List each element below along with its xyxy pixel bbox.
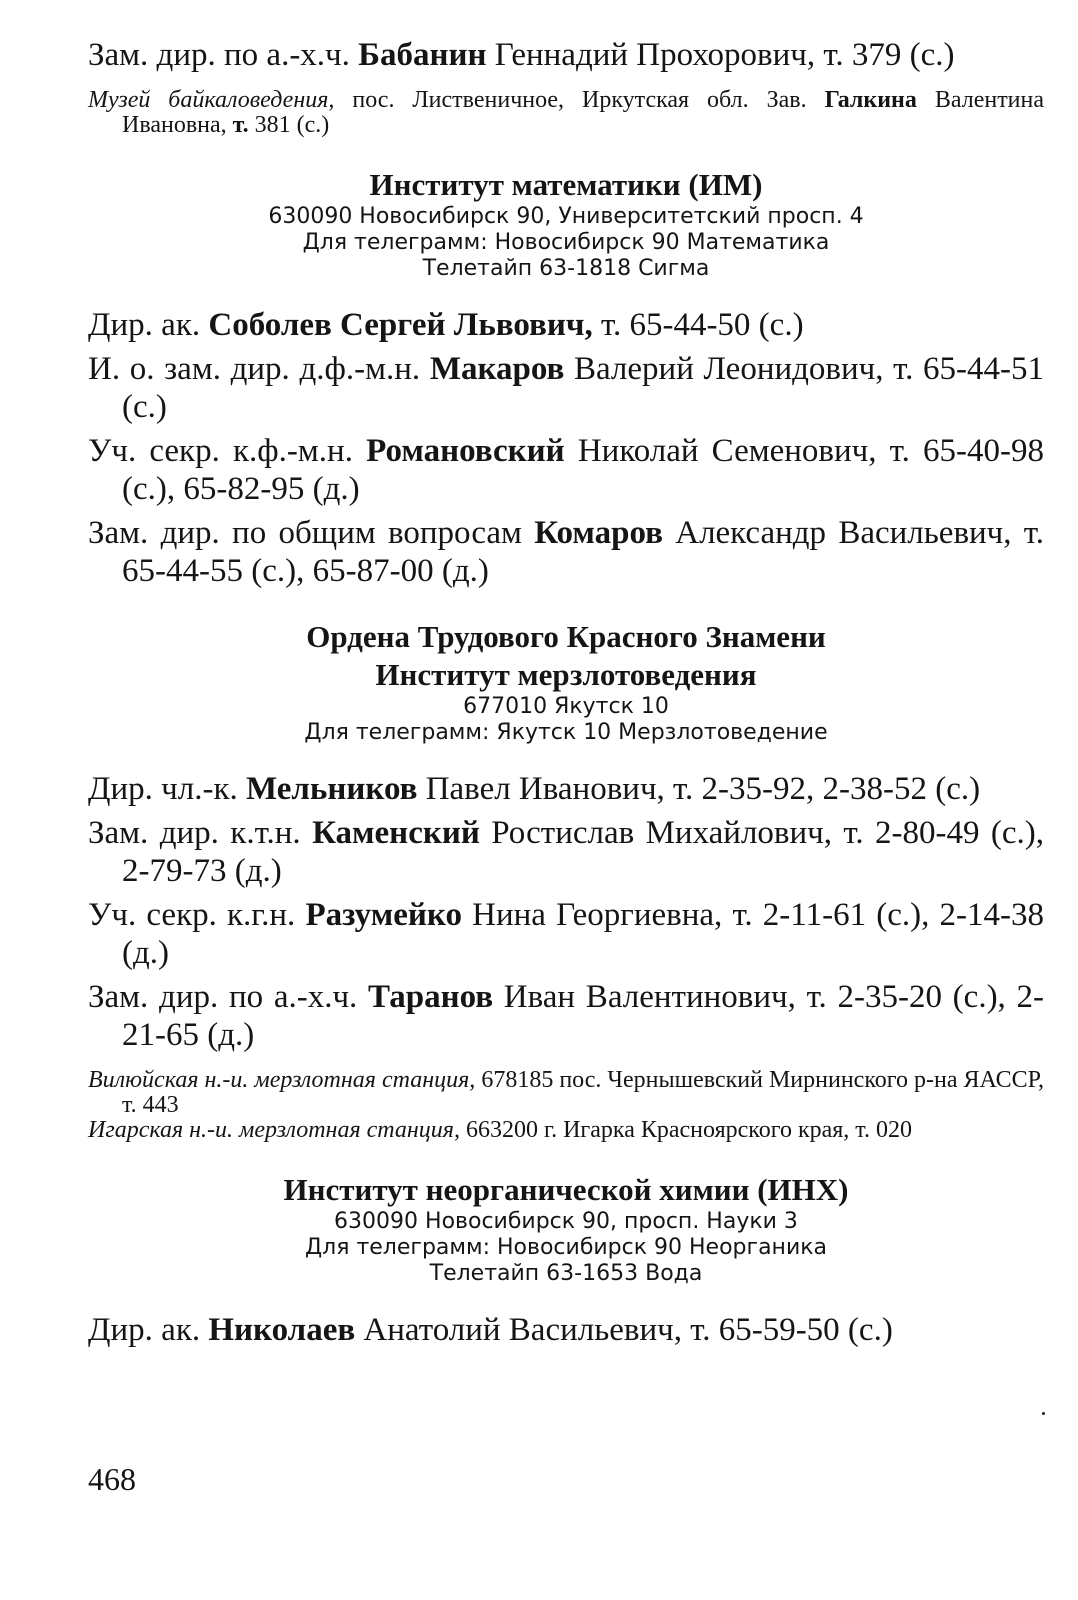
staff-entry: И. о. зам. дир. д.ф.-м.н. Макаров Валерий Леонидович, т. 65-44-51 (с.) <box>88 351 1044 425</box>
station-note <box>88 1118 1044 1143</box>
page-number: 468 <box>88 1461 136 1497</box>
staff-entry: Дир. ак. Соболев Сергей Львович, т. 65-44-50 (с.) <box>88 307 804 343</box>
institute-title: Ордена Трудового Красного Знамени <box>306 619 826 654</box>
institute-telegram-line: Для телеграмм: Новосибирск 90 Математика <box>302 230 830 255</box>
entry-details: Геннадий Прохорович, т. 379 (с.) <box>486 37 955 73</box>
institute-title: Институт неорганической химии (ИНХ) <box>283 1172 849 1207</box>
entry-surname: Бабанин <box>358 37 487 73</box>
museum-location: пос. Лиственичное, Иркутская обл. Зав. <box>334 87 825 113</box>
institute-title: Институт мерзлотоведения <box>375 657 757 692</box>
museum-tel: 381 (с.) <box>248 112 330 138</box>
institute-address-line: 630090 Новосибирск 90, просп. Науки 3 <box>334 1209 798 1234</box>
museum-tel-label: т. <box>232 112 249 138</box>
staff-entry: Уч. секр. к.ф.-м.н. Романовский Николай Семенович, т. 65-40-98 (с.), 65-82-95 (д.) <box>88 433 1044 507</box>
institute-teletype-line: Телетайп 63-1818 Сигма <box>422 256 710 281</box>
page-body <box>88 36 1044 1349</box>
staff-entry <box>88 36 1044 74</box>
institute-address-line: 630090 Новосибирск 90, Университетский просп. 4 <box>268 204 864 229</box>
staff-entry: Уч. секр. к.г.н. Разумейко Нина Георгиевна, т. 2-11-61 (с.), 2-14-38 (д.) <box>88 897 1044 971</box>
institute-title: Институт математики (ИМ) <box>369 167 763 202</box>
station-title: Игарская н.-и. мерзлотная станция, <box>88 1117 460 1143</box>
institute-telegram-line: Для телеграмм: Якутск 10 Мерзлотоведение <box>304 720 828 745</box>
print-speck <box>1042 1412 1045 1415</box>
institute-section <box>88 1171 1044 1349</box>
museum-head-name: Валентина Ивановна, <box>122 87 1045 138</box>
institute-section <box>88 166 1044 590</box>
institute-telegram-line: Для телеграмм: Новосибирск 90 Неорганика <box>304 1235 828 1260</box>
staff-entry: Дир. ак. Николаев Анатолий Васильевич, т. 65-59-50 (с.) <box>88 1312 893 1348</box>
station-note <box>88 1068 1044 1118</box>
museum-head-surname: Галкина <box>824 87 917 113</box>
station-details: 678185 пос. Чернышевский Мирнинского р-на ЯАССР, т. 443 <box>122 1067 1045 1118</box>
staff-entry: Дир. чл.-к. Мельников Павел Иванович, т. 2-35-92, 2-38-52 (с.) <box>88 771 981 807</box>
institute-teletype-line: Телетайп 63-1653 Вода <box>429 1261 703 1286</box>
museum-note <box>88 88 1044 138</box>
station-details: 663200 г. Игарка Красноярского края, т. 020 <box>459 1117 912 1143</box>
station-title: Вилюйская н.-и. мерзлотная станция, <box>88 1067 476 1093</box>
institute-section <box>88 618 1044 1143</box>
staff-entry: Зам. дир. по а.-х.ч. Таранов Иван Валентинович, т. 2-35-20 (с.), 2-21-65 (д.) <box>88 979 1045 1053</box>
entry-position: Зам. дир. по а.-х.ч. <box>88 37 359 73</box>
museum-title: Музей байкаловедения, <box>88 87 335 113</box>
staff-entry: Зам. дир. к.т.н. Каменский Ростислав Михайлович, т. 2-80-49 (с.), 2-79-73 (д.) <box>88 815 1044 889</box>
institute-address-line: 677010 Якутск 10 <box>463 694 669 719</box>
staff-entry: Зам. дир. по общим вопросам Комаров Александр Васильевич, т. 65-44-55 (с.), 65-87-00 (д.) <box>88 515 1044 589</box>
